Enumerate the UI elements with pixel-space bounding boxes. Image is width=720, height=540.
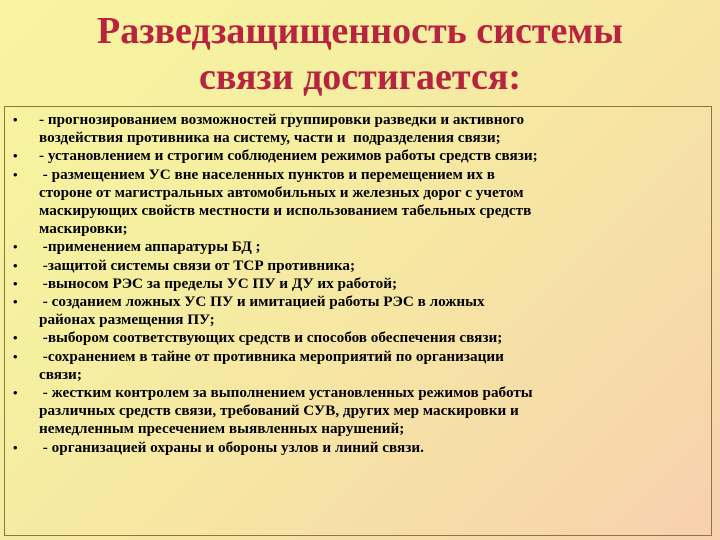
bullet-item	[11, 329, 703, 347]
bullet-dot-icon: •	[13, 239, 18, 255]
bullet-line: районах размещения ПУ;	[39, 311, 215, 329]
content-box	[4, 106, 712, 536]
bullet-line: немедленным пресечением выявленных нарушений;	[39, 420, 405, 438]
bullet-dot-icon: •	[13, 348, 18, 364]
bullet-item	[11, 384, 703, 439]
bullet-line: -выносом РЭС за пределы УС ПУ и ДУ их работой;	[39, 274, 398, 292]
bullet-dot-icon: •	[13, 439, 18, 455]
bullet-item	[11, 147, 703, 165]
slide-title	[0, 8, 720, 100]
bullet-line: воздействия противника на систему, части и подразделения связи;	[39, 129, 501, 147]
bullet-item	[11, 166, 703, 239]
bullet-line: -защитой системы связи от ТСР противника;	[39, 256, 356, 274]
bullet-line: -сохранением в тайне от противника мероприятий по организации	[39, 347, 504, 365]
bullet-item	[11, 238, 703, 256]
bullet-line: -выбором соответствующих средств и способов обеспечения связи;	[39, 329, 503, 347]
bullet-item	[11, 293, 703, 329]
slide-title-line-2: связи достигается:	[198, 56, 522, 98]
bullet-item	[11, 439, 703, 457]
bullet-dot-icon: •	[13, 257, 18, 273]
bullet-item	[11, 111, 703, 147]
bullet-dot-icon: •	[13, 294, 18, 310]
bullet-line: различных средств связи, требований СУВ, других мер маскировки и	[39, 402, 519, 420]
bullet-list	[11, 111, 703, 457]
bullet-line: маскировки;	[39, 220, 128, 238]
bullet-line: - созданием ложных УС ПУ и имитацией работы РЭС в ложных	[39, 293, 485, 311]
bullet-line: - прогнозированием возможностей группировки разведки и активного	[39, 111, 525, 128]
bullet-line: - жестким контролем за выполнением установленных режимов работы	[39, 384, 533, 402]
bullet-item	[11, 257, 703, 275]
slide-title-line-1: Разведзащищенность системы	[97, 10, 623, 52]
bullet-dot-icon: •	[13, 275, 18, 291]
bullet-line: - организацией охраны и обороны узлов и линий связи.	[39, 438, 424, 456]
bullet-item	[11, 348, 703, 384]
bullet-dot-icon: •	[13, 330, 18, 346]
bullet-dot-icon: •	[13, 166, 18, 182]
bullet-dot-icon: •	[13, 385, 18, 401]
bullet-line: - установлением и строгим соблюдением режимов работы средств связи;	[39, 147, 538, 165]
bullet-line: маскирующих свойств местности и использованием табельных средств	[39, 202, 532, 220]
bullet-dot-icon: •	[13, 148, 18, 164]
bullet-line: стороне от магистральных автомобильных и железных дорог с учетом	[39, 183, 524, 201]
bullet-line: -применением аппаратуры БД ;	[39, 238, 261, 256]
bullet-line: - размещением УС вне населенных пунктов и перемещением их в	[39, 165, 495, 183]
bullet-line: связи;	[39, 365, 82, 383]
bullet-item	[11, 275, 703, 293]
bullet-dot-icon: •	[13, 112, 18, 127]
